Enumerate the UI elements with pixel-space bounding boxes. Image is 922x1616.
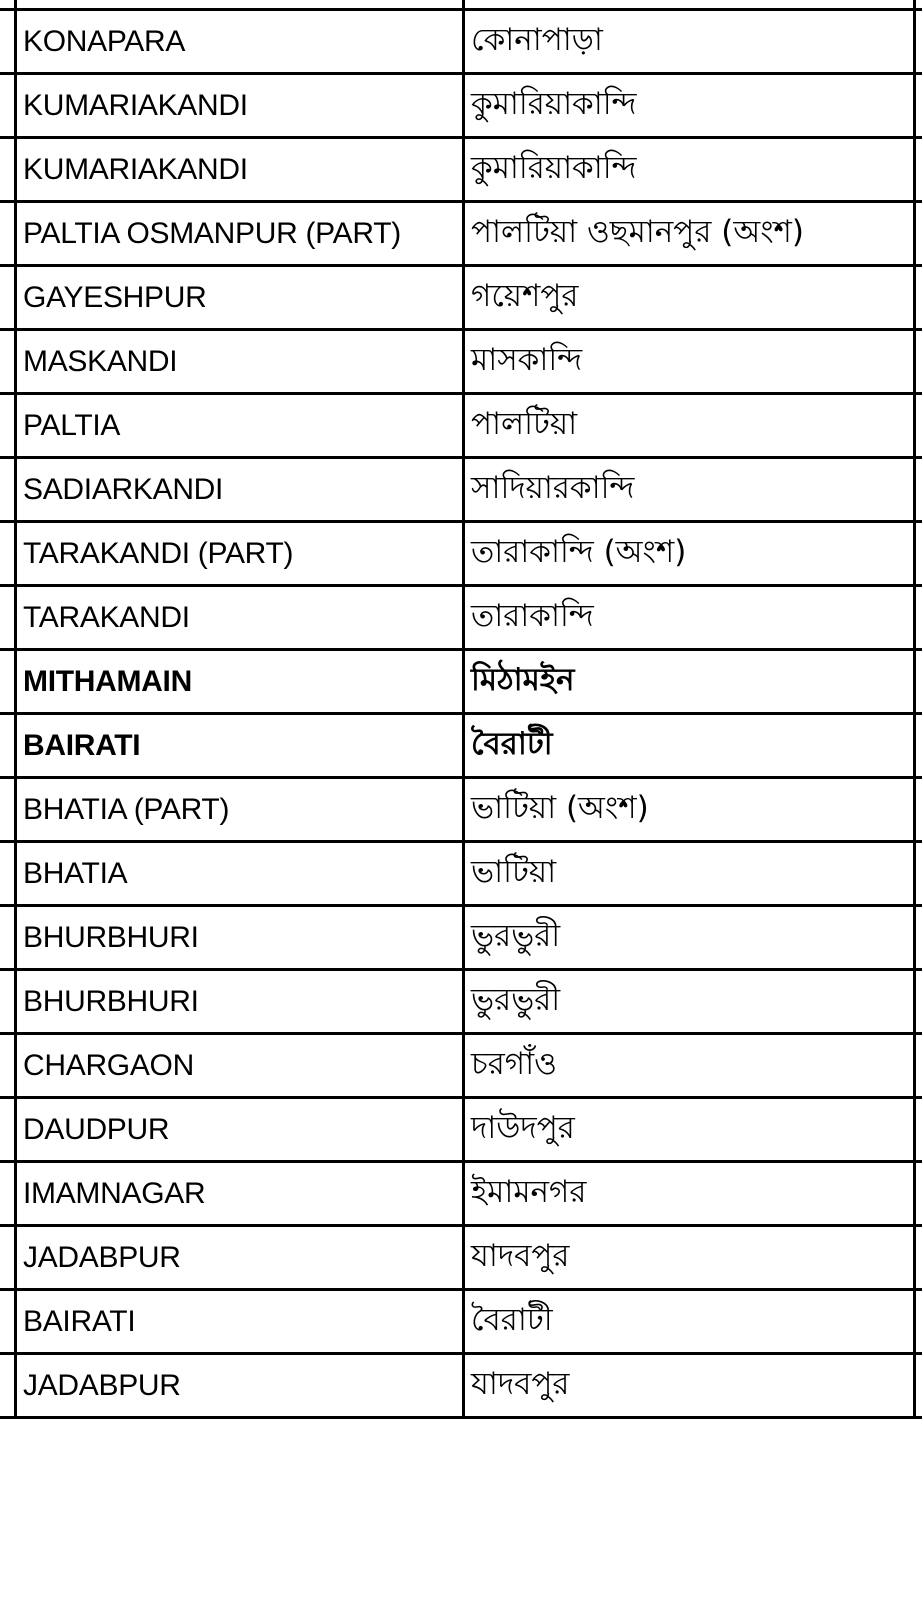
cut-off-cell — [464, 0, 915, 10]
gridline-stub — [913, 648, 922, 651]
gridline-stub — [0, 1160, 14, 1163]
gridline-stub — [0, 1288, 14, 1291]
table-body — [16, 0, 915, 1418]
gridline-stub — [913, 264, 922, 267]
bengali-name-cell: ভুরভুরী — [464, 970, 915, 1034]
table-row — [16, 650, 915, 714]
gridline-stub — [913, 520, 922, 523]
table-row — [16, 266, 915, 330]
english-name-cell: JADABPUR — [16, 1226, 464, 1290]
cut-off-header-row — [16, 0, 915, 10]
table-row — [16, 138, 915, 202]
english-name-cell: BAIRATI — [16, 1290, 464, 1354]
gridline-stub — [0, 1352, 14, 1355]
english-name-cell: BHATIA — [16, 842, 464, 906]
gridline-stub — [913, 200, 922, 203]
english-name-cell: IMAMNAGAR — [16, 1162, 464, 1226]
gridline-stub — [913, 1288, 922, 1291]
gridline-stub — [0, 712, 14, 715]
table-row — [16, 1162, 915, 1226]
english-name-cell: BHURBHURI — [16, 906, 464, 970]
bengali-name-cell: পালটিয়া ওছমানপুর (অংশ) — [464, 202, 915, 266]
english-name-cell: KUMARIAKANDI — [16, 74, 464, 138]
gridline-stub — [913, 1352, 922, 1355]
place-names-table — [14, 0, 916, 1419]
table-row — [16, 842, 915, 906]
bengali-name-cell: বৈরাটী — [464, 1290, 915, 1354]
gridline-stub — [0, 1032, 14, 1035]
table-row — [16, 10, 915, 74]
gridline-stub — [0, 648, 14, 651]
english-name-cell: KUMARIAKANDI — [16, 138, 464, 202]
bengali-name-cell: গয়েশপুর — [464, 266, 915, 330]
bengali-name-cell: মিঠামইন — [464, 650, 915, 714]
english-name-cell: KONAPARA — [16, 10, 464, 74]
gridline-stub — [0, 72, 14, 75]
table-row — [16, 970, 915, 1034]
table-row — [16, 1290, 915, 1354]
gridline-stub — [0, 840, 14, 843]
bengali-name-cell: পালটিয়া — [464, 394, 915, 458]
bengali-name-cell: ভাটিয়া (অংশ) — [464, 778, 915, 842]
english-name-cell: CHARGAON — [16, 1034, 464, 1098]
gridline-stub — [913, 968, 922, 971]
gridline-stub — [913, 136, 922, 139]
gridline-stub — [0, 584, 14, 587]
gridline-stub — [913, 904, 922, 907]
bengali-name-cell: সাদিয়ারকান্দি — [464, 458, 915, 522]
english-name-cell: SADIARKANDI — [16, 458, 464, 522]
table-row — [16, 202, 915, 266]
gridline-stub — [0, 904, 14, 907]
cut-off-cell — [16, 0, 464, 10]
english-name-cell: BHATIA (PART) — [16, 778, 464, 842]
gridline-stub — [0, 136, 14, 139]
table-row — [16, 778, 915, 842]
gridline-stub — [913, 8, 922, 11]
bengali-name-cell: বৈরাটী — [464, 714, 915, 778]
gridline-stub — [0, 392, 14, 395]
table-row — [16, 714, 915, 778]
bengali-name-cell: ভুরভুরী — [464, 906, 915, 970]
gridline-stub — [0, 1416, 14, 1419]
gridline-stub — [913, 1160, 922, 1163]
gridline-stub — [0, 264, 14, 267]
gridline-stub — [0, 8, 14, 11]
table-row — [16, 1098, 915, 1162]
gridline-stub — [913, 72, 922, 75]
gridline-stub — [913, 584, 922, 587]
gridline-stub — [0, 968, 14, 971]
table-row — [16, 1354, 915, 1418]
table-row — [16, 74, 915, 138]
bengali-name-cell: তারাকান্দি (অংশ) — [464, 522, 915, 586]
table-row — [16, 522, 915, 586]
english-name-cell: TARAKANDI — [16, 586, 464, 650]
gridline-stub — [0, 1224, 14, 1227]
bengali-name-cell: তারাকান্দি — [464, 586, 915, 650]
bengali-name-cell: দাউদপুর — [464, 1098, 915, 1162]
table-row — [16, 330, 915, 394]
bengali-name-cell: চরগাঁও — [464, 1034, 915, 1098]
english-name-cell: TARAKANDI (PART) — [16, 522, 464, 586]
english-name-cell: BAIRATI — [16, 714, 464, 778]
english-name-cell: PALTIA — [16, 394, 464, 458]
gridline-stub — [913, 1224, 922, 1227]
bengali-name-cell: কুমারিয়াকান্দি — [464, 74, 915, 138]
english-name-cell: BHURBHURI — [16, 970, 464, 1034]
english-name-cell: MITHAMAIN — [16, 650, 464, 714]
bengali-name-cell: ভাটিয়া — [464, 842, 915, 906]
bengali-name-cell: যাদবপুর — [464, 1226, 915, 1290]
gridline-stub — [913, 712, 922, 715]
bengali-name-cell: কুমারিয়াকান্দি — [464, 138, 915, 202]
gridline-stub — [0, 328, 14, 331]
gridline-stub — [0, 520, 14, 523]
gridline-stub — [913, 1096, 922, 1099]
table-row — [16, 906, 915, 970]
bengali-name-cell: মাসকান্দি — [464, 330, 915, 394]
english-name-cell: DAUDPUR — [16, 1098, 464, 1162]
english-name-cell: PALTIA OSMANPUR (PART) — [16, 202, 464, 266]
gridline-stub — [0, 200, 14, 203]
gridline-stub — [913, 1032, 922, 1035]
english-name-cell: MASKANDI — [16, 330, 464, 394]
table-row — [16, 1034, 915, 1098]
gridline-stub — [913, 328, 922, 331]
bengali-name-cell: ইমামনগর — [464, 1162, 915, 1226]
gridline-stub — [913, 456, 922, 459]
bengali-name-cell: কোনাপাড়া — [464, 10, 915, 74]
gridline-stub — [913, 776, 922, 779]
english-name-cell: GAYESHPUR — [16, 266, 464, 330]
table-row — [16, 586, 915, 650]
gridline-stub — [0, 776, 14, 779]
gridline-stub — [0, 456, 14, 459]
table-row — [16, 394, 915, 458]
gridline-stub — [0, 1096, 14, 1099]
gridline-stub — [913, 392, 922, 395]
table-row — [16, 458, 915, 522]
table-row — [16, 1226, 915, 1290]
gridline-stub — [913, 840, 922, 843]
gridline-stub — [913, 1416, 922, 1419]
english-name-cell: JADABPUR — [16, 1354, 464, 1418]
bengali-name-cell: যাদবপুর — [464, 1354, 915, 1418]
